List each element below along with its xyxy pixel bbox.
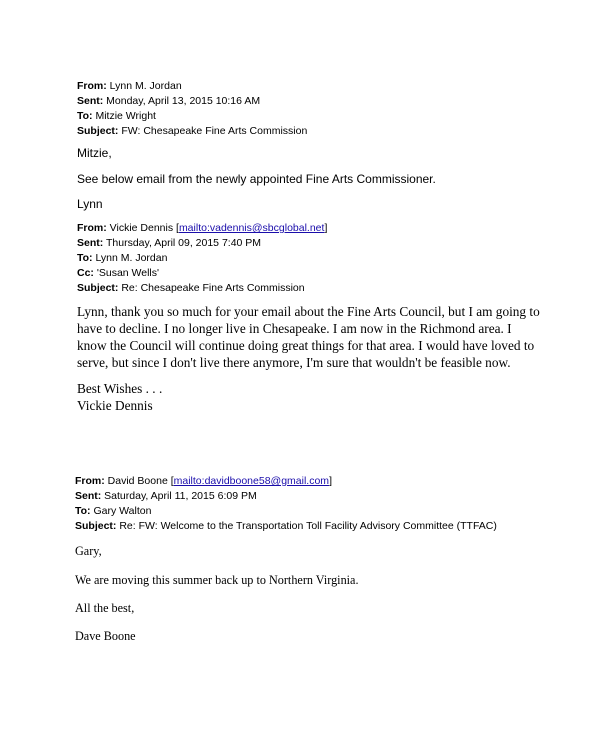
email1-to-line: [77, 109, 307, 124]
email2-closing: Best Wishes . . .: [77, 381, 163, 396]
body-line: have to decline. I no longer live in Chesapeake. I am now in the Richmond area. I: [77, 321, 512, 336]
email1-body: See below email from the newly appointed Fine Arts Commissioner.: [77, 172, 436, 186]
body-line: Lynn, thank you so much for your email about the Fine Arts Council, but I am going to: [77, 304, 540, 319]
subject-value: FW: Chesapeake Fine Arts Commission: [121, 125, 308, 137]
from-value: Vickie Dennis: [109, 222, 174, 234]
to-label: To:: [77, 252, 93, 264]
to-label: To:: [75, 505, 91, 517]
from-label: From:: [77, 222, 107, 234]
email1-header: [77, 79, 307, 139]
sent-value: Monday, April 13, 2015 10:16 AM: [106, 95, 261, 107]
email2-to-line: [77, 251, 327, 266]
email2-cc-line: [77, 266, 327, 281]
sent-value: Saturday, April 11, 2015 6:09 PM: [104, 490, 257, 502]
body-line: know the Council will continue doing great things for that area. I would have loved to: [77, 338, 535, 353]
body-line: serve, but since I don't live there anymore, I'm sure that wouldn't be feasible now.: [77, 355, 511, 370]
email1-signoff: Lynn: [77, 197, 103, 211]
email3-subject-line: [75, 519, 497, 534]
subject-label: Subject:: [77, 282, 119, 294]
from-email-link[interactable]: mailto:vadennis@sbcglobal.net: [178, 222, 325, 234]
email3-closing: All the best,: [75, 601, 135, 615]
to-value: Mitzie Wright: [95, 110, 156, 122]
to-label: To:: [77, 110, 93, 122]
email3-sent-line: [75, 489, 497, 504]
email2-closing-block: [77, 380, 162, 414]
to-value: Gary Walton: [93, 505, 152, 517]
sent-label: Sent:: [77, 95, 104, 107]
email2-signature: Vickie Dennis: [77, 398, 153, 413]
email1-subject-line: [77, 124, 307, 139]
from-label: From:: [77, 80, 107, 92]
sent-value: Thursday, April 09, 2015 7:40 PM: [105, 237, 262, 249]
cc-value: 'Susan Wells': [96, 267, 160, 279]
email3-to-line: [75, 504, 497, 519]
from-email-link[interactable]: mailto:davidboone58@gmail.com: [173, 475, 330, 487]
email2-from-line: From: Vickie Dennis [mailto:vadennis@sbcglobal.net]: [77, 222, 328, 234]
subject-value: Re: FW: Welcome to the Transportation Toll Facility Advisory Committee (TTFAC): [119, 520, 497, 532]
email1-from-line: [77, 79, 307, 94]
cc-label: Cc:: [77, 267, 94, 279]
subject-value: Re: Chesapeake Fine Arts Commission: [121, 282, 305, 294]
email3-header: [75, 474, 497, 534]
email1-greeting: Mitzie,: [77, 146, 112, 160]
email2-header: [77, 221, 327, 296]
email2-subject-line: [77, 281, 327, 296]
email1-sent-line: [77, 94, 307, 109]
email3-body: We are moving this summer back up to Northern Virginia.: [75, 573, 359, 587]
subject-label: Subject:: [75, 520, 117, 532]
email3-greeting: Gary,: [75, 544, 102, 558]
to-value: Lynn M. Jordan: [95, 252, 168, 264]
from-value: David Boone: [107, 475, 168, 487]
email2-body: [77, 303, 540, 371]
sent-label: Sent:: [77, 237, 104, 249]
email3-from-line: From: David Boone [mailto:davidboone58@gmail.com]: [75, 475, 332, 487]
email2-sent-line: [77, 236, 327, 251]
subject-label: Subject:: [77, 125, 119, 137]
sent-label: Sent:: [75, 490, 102, 502]
from-label: From:: [75, 475, 105, 487]
from-value: Lynn M. Jordan: [109, 80, 182, 92]
email3-signature: Dave Boone: [75, 629, 136, 643]
